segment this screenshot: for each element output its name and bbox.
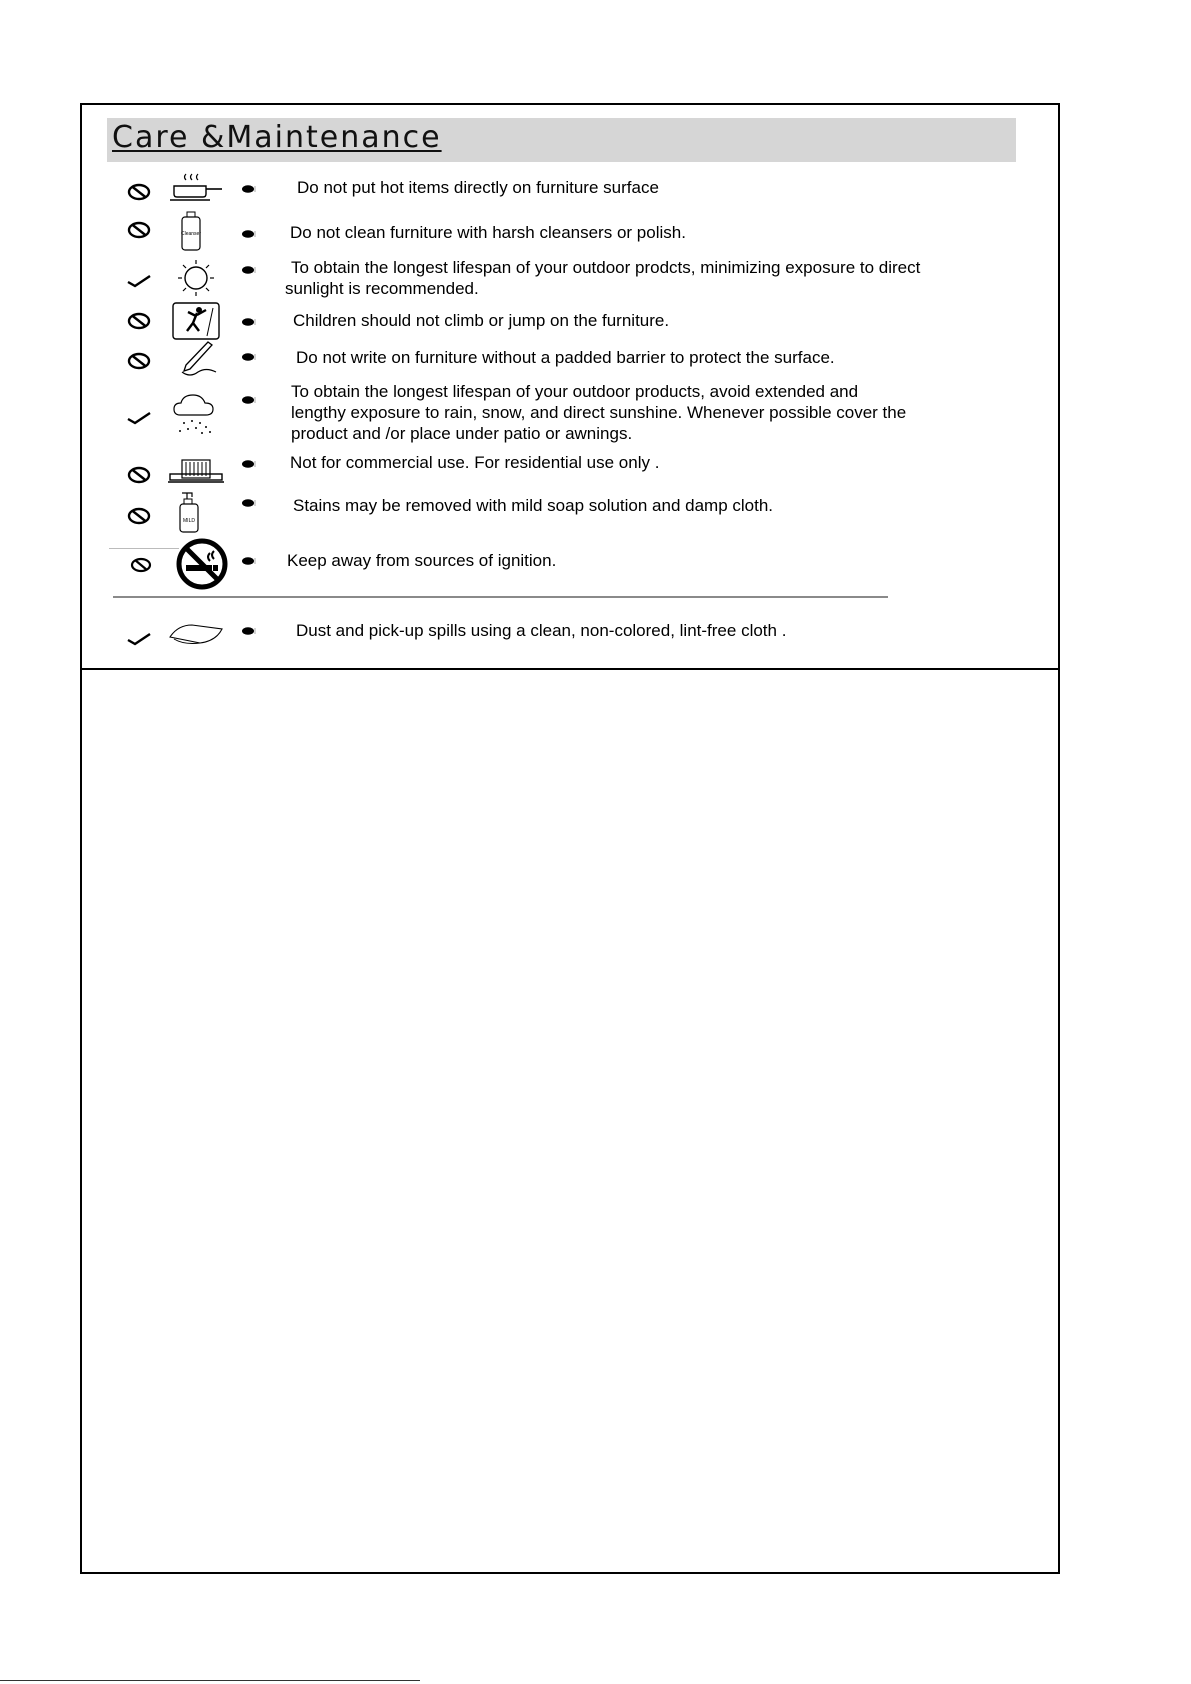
sun-icon: [166, 256, 226, 300]
prohibited-icon: [126, 506, 152, 526]
no-smoking-icon: [172, 537, 232, 591]
item-text-line2: lengthy exposure to rain, snow, and direct sunshine. Whenever possible cover the: [291, 403, 907, 422]
item-text: Dust and pick-up spills using a clean, non-colored, lint-free cloth .: [296, 621, 787, 640]
item-text: To obtain the longest lifespan of your outdoor products, avoid extended and: [291, 382, 859, 401]
section-divider: [113, 596, 888, 598]
item-text: Keep away from sources of ignition.: [287, 551, 557, 570]
checkmark-icon: [126, 628, 152, 648]
bullet-icon: [242, 499, 256, 507]
bullet-icon: [242, 318, 256, 326]
bullet-icon: [242, 185, 256, 193]
cloth-icon: [166, 615, 226, 659]
checkmark-icon: [126, 407, 152, 427]
prohibited-icon: [128, 555, 154, 575]
prohibited-icon: [126, 220, 152, 240]
item-text: Do not put hot items directly on furniture surface: [297, 178, 659, 197]
checkmark-icon: [126, 270, 152, 290]
item-text-line3: product and /or place under patio or awnings.: [291, 424, 633, 443]
prohibited-icon: [126, 465, 152, 485]
item-text: Do not write on furniture without a padded barrier to protect the surface.: [296, 348, 835, 367]
bullet-icon: [242, 557, 256, 565]
item-text: Not for commercial use. For residential use only .: [290, 453, 660, 472]
item-text-line2: sunlight is recommended.: [285, 279, 479, 298]
bullet-icon: [242, 353, 256, 361]
bullet-icon: [242, 230, 256, 238]
item-text: To obtain the longest lifespan of your outdoor prodcts, minimizing exposure to direct: [291, 258, 921, 277]
bullet-icon: [242, 266, 256, 274]
row-rule: [109, 548, 179, 549]
bottle-label: Cleanser: [180, 231, 202, 237]
bullet-icon: [242, 396, 256, 404]
rain-snow-cloud-icon: [166, 393, 226, 437]
item-text: Children should not climb or jump on the furniture.: [293, 311, 670, 330]
soap-bottle-icon: [166, 490, 226, 534]
bullet-icon: [242, 627, 256, 635]
pen-writing-icon: [166, 338, 226, 382]
item-text: Do not clean furniture with harsh cleansers or polish.: [290, 223, 686, 242]
prohibited-icon: [126, 351, 152, 371]
page-title: Care &Maintenance: [112, 120, 442, 155]
prohibited-icon: [126, 182, 152, 202]
frame-divider: [80, 668, 1060, 670]
bottle-label: MILD: [183, 518, 195, 524]
bullet-icon: [242, 460, 256, 468]
page-bottom-rule: [0, 1680, 420, 1681]
prohibited-icon: [126, 311, 152, 331]
item-text: Stains may be removed with mild soap solution and damp cloth.: [293, 496, 774, 515]
cleanser-bottle-icon: [166, 210, 226, 254]
